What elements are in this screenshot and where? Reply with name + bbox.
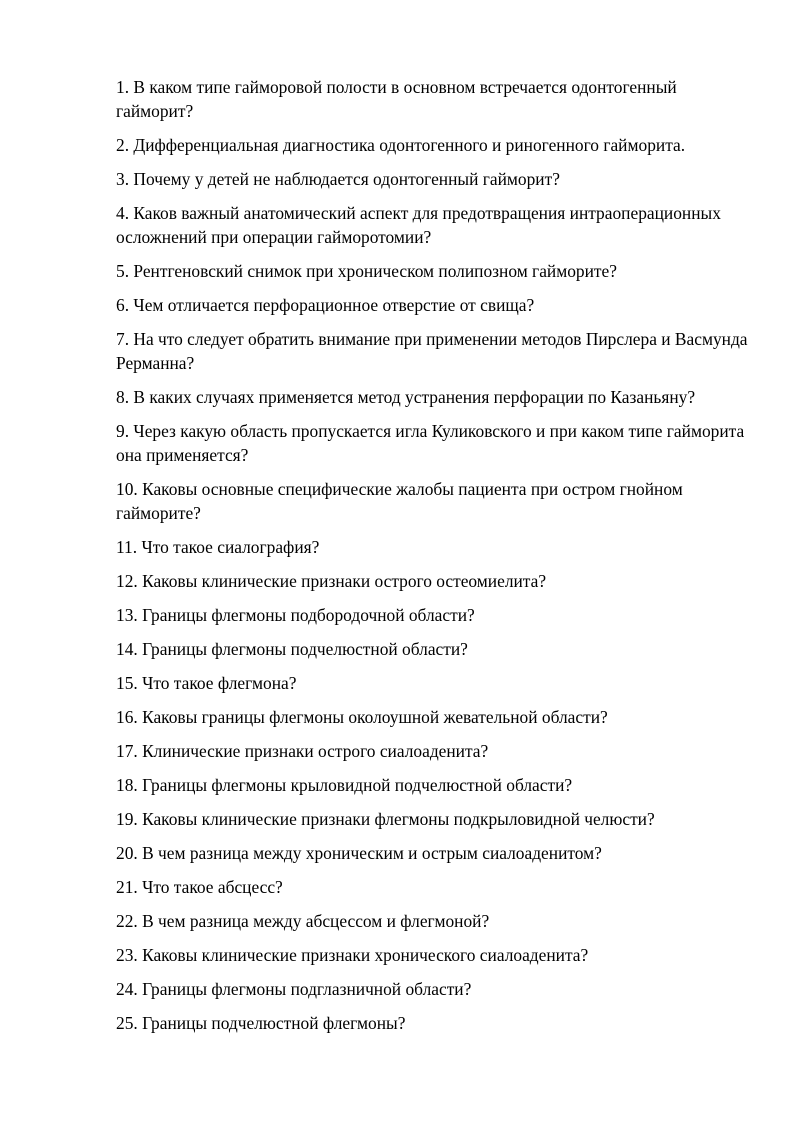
question-item: 24. Границы флегмоны подглазничной области? — [116, 979, 472, 999]
question-item: 6. Чем отличается перфорационное отверстие от свища? — [116, 295, 535, 315]
question-item: 14. Границы флегмоны подчелюстной области? — [116, 639, 468, 659]
question-item: 21. Что такое абсцесс? — [116, 877, 283, 897]
question-item: 11. Что такое сиалография? — [116, 537, 320, 557]
question-item: 16. Каковы границы флегмоны околоушной жевательной области? — [116, 707, 608, 727]
question-item: 13. Границы флегмоны подбородочной области? — [116, 605, 475, 625]
question-item: 23. Каковы клинические признаки хронического сиалоаденита? — [116, 945, 589, 965]
question-item: 12. Каковы клинические признаки острого остеомиелита? — [116, 571, 547, 591]
question-item: 7. На что следует обратить внимание при применении методов Пирслера и Васмунда Рерманна? — [116, 329, 748, 373]
question-item: 20. В чем разница между хроническим и острым сиалоаденитом? — [116, 843, 602, 863]
question-item: 8. В каких случаях применяется метод устранения перфорации по Казаньяну? — [116, 387, 696, 407]
question-item: 1. В каком типе гайморовой полости в основном встречается одонтогенный гайморит? — [116, 77, 677, 121]
question-item: 17. Клинические признаки острого сиалоаденита? — [116, 741, 489, 761]
question-item: 10. Каковы основные специфические жалобы пациента при остром гнойном гайморите? — [116, 479, 683, 523]
question-item: 4. Каков важный анатомический аспект для предотвращения интраоперационных осложнений при операции гайморотомии? — [116, 203, 721, 247]
question-item: 19. Каковы клинические признаки флегмоны подкрыловидной челюсти? — [116, 809, 655, 829]
question-item: 5. Рентгеновский снимок при хроническом полипозном гайморите? — [116, 261, 617, 281]
question-item: 9. Через какую область пропускается игла Куликовского и при каком типе гайморита она применяется? — [116, 421, 745, 465]
question-item: 18. Границы флегмоны крыловидной подчелюстной области? — [116, 775, 573, 795]
question-item: 3. Почему у детей не наблюдается одонтогенный гайморит? — [116, 169, 560, 189]
question-list — [116, 75, 756, 1045]
question-item: 15. Что такое флегмона? — [116, 673, 297, 693]
question-item: 2. Дифференциальная диагностика одонтогенного и риногенного гайморита. — [116, 135, 686, 155]
question-item: 22. В чем разница между абсцессом и флегмоной? — [116, 911, 490, 931]
question-item: 25. Границы подчелюстной флегмоны? — [116, 1013, 406, 1033]
